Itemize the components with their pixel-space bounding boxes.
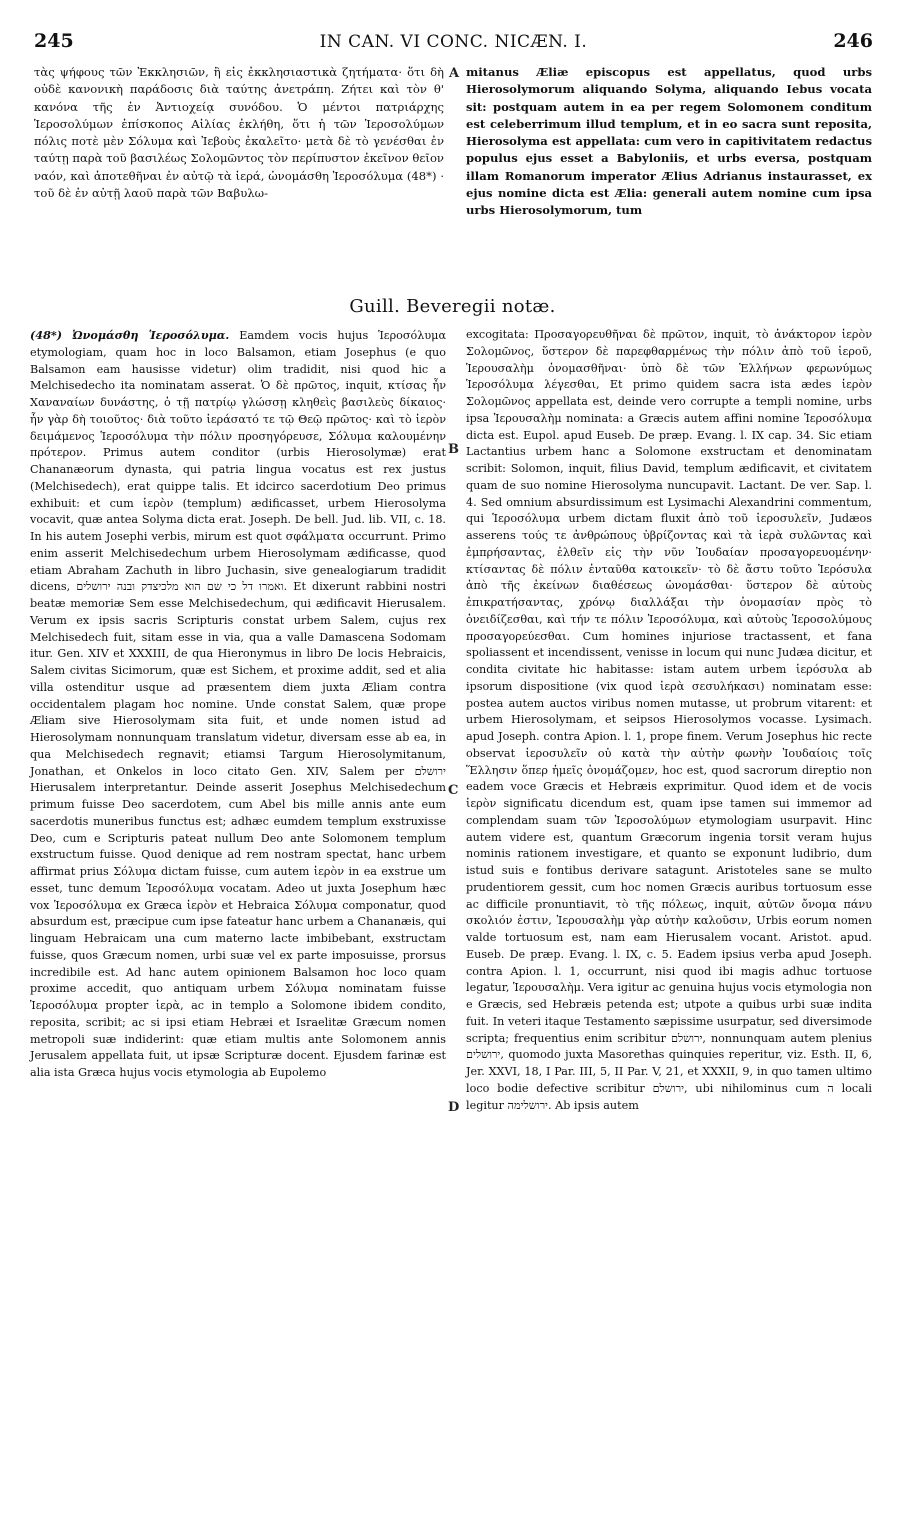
running-head (34, 30, 873, 56)
notes-left-paragraph (30, 327, 446, 1082)
greek-paragraph: τὰς ψήφους τῶν Ἐκκλησιῶν, ἢ εἰς ἐκκλησιαστικὰ ζητήματα· ὅτι δὴ οὐδὲ κανονικὴ παράδοσις διὰ ταύτης ἀνετράπη. Ζήτει καὶ τὸν θ' κανόνα τῆς ἐν Ἀντιοχείᾳ συνόδου. Ὁ μέντοι πατριάρχης Ἱεροσολύμων ἐπίσκοπος Αἰλίας ἐκλήθη, ὅτι ἡ τῶν Ἱεροσολύμων πόλις ποτὲ μὲν Σόλυμα καὶ Ἰεβοὺς ἐκαλεῖτο· μετὰ δὲ τὸ γενέσθαι ἐν ταύτῃ παρὰ τοῦ βασιλέως Σολομῶντος τὸν περίπυστον ἐκεῖνον θεῖον ναόν, καὶ ἀποτεθῆναι ἐν αὐτῷ τὰ ἱερά, ὠνομάσθη Ἱεροσόλυμα (48*) · τοῦ δὲ ἐν αὐτῇ λαοῦ παρὰ τῶν Βαβυλω- (34, 65, 444, 201)
greek-text-column (34, 64, 444, 202)
latin-text-column (466, 64, 872, 220)
notes-section-title: Guill. Beveregii notæ. (349, 296, 556, 317)
note-left-text: Eamdem vocis hujus Ἱεροσόλυμα etymologiam, quam hoc in loco Balsamon, etiam Josephus (e quo Balsamon eam hausisse videtur) olim tradidit, nisi quod hic a Melchisedecho ita nominatam asserat. Ὁ δὲ πρῶτος, inquit, κτίσας ἦν Χαναναίων δυνάστης, ὁ τῇ πατρίῳ γλώσσῃ κληθεὶς βασιλεὺς δίκαιος· ἦν γὰρ δὴ τοιοῦτος· διὰ τοῦτο ἱεράσατό τε τῷ Θεῷ πρῶτος· καὶ τὸ ἱερὸν δειμάμενος Ἱεροσόλυμα τὴν πόλιν προσηγόρευσε, Σόλυμα καλουμένην πρότερον. Primus autem conditor (urbis Hierosolymæ) erat Chananæorum dynasta, qui patria lingua vocatus est rex justus (Melchisedech), erat quippe talis. Et idcirco sacerdotium Deo primus exhibuit: et cum ἱερὸν (templum) ædificasset, urbem Hierosolyma vocavit, quæ antea Solyma dicta erat. Joseph. De bell. Jud. lib. VII, c. 18. In his autem Josephi verbis, mirum est quot σφάλματα occurrunt. Primo enim asserit Melchisedechum urbem Hierosolymam ædificasse, quod etiam Abraham Zachuth in libro Juchasin, sive genealogiarum tradidit dicens, ואמרו דל כי שם הוא מלכיצדק ובנה ירושלים. Et dixerunt rabbini nostri beatæ memoriæ Sem esse Melchisedechum, qui ædificavit Hierusalem. Verum ex ipsis sacris Scripturis constat urbem Salem, cujus rex Melchisedech fuit, sitam esse in via, qua a valle Damascena Sodomam itur. Gen. XIV et XXXIII, de qua Hieronymus in libro De locis Hebraicis, Salem civitas Sicimorum, quæ est Sichem, et proxime addit, sed et alia villa ostenditur usque ad præsentem diem juxta Æliam contra occidentalem plagam hoc nomine. Unde constat Salem, quæ prope Æliam sive Hierosolymam sita fuit, et unde nomen istud ad Hierosolymam nonnunquam translatum videtur, diversam esse ab ea, in qua Melchisedech regnavit; etiamsi Targum Hierosolymitanum, Jonathan, et Onkelos in loco citato Gen. XIV, Salem per ירושלם Hierusalem interpretantur. Deinde asserit Josephus Melchisedechum primum fuisse Deo sacerdotem, cum Abel bis mille annis ante eum sacerdotis muneribus functus est; adhæc eumdem templum exstruxisse Deo, cum e Scripturis pateat nullum Deo ante Solomonem templum exstructum fuisse. Quod denique ad rem nostram spectat, hanc urbem affirmat prius Σόλυμα dictam fuisse, cum autem ἱερὸν in ea exstrue um esset, tunc demum Ἱεροσόλυμα vocatam. Adeo ut juxta Josephum hæc vox Ἱεροσόλυμα ex Græca ἱερὸν et Hebraica Σόλυμα componatur, quod absurdum est, præcipue cum ipse fateatur hanc urbem a Chananæis, qui linguam Hebraicam una cum materno lacte imbibebant, exstructam fuisse, quos Græcum nomen, urbi suæ vel ex parte imposuisse, prorsus incredibile est. Ad hanc autem opinionem Balsamon hoc loco quam proxime accedit, quo antiquam urbem Σόλυμα nominatam fuisse Ἱεροσόλυμα propter ἱερὰ, ac in templo a Solomone ibidem condito, reposita, scribit; ac si ipsi etiam Hebræi et Israelitæ Græcum nomen metropoli suæ indiderint: quæ etiam multis ante Solomonem annis Jerusalem appellata fuit, ut ipsæ Scripturæ docent. Ejusdem farinæ est alia ista Græca hujus vocis etymologia ab Eupolemo (30, 329, 447, 1079)
notes-left-column (30, 327, 446, 1082)
page-number-left: 245 (34, 30, 74, 52)
margin-letter-b: B (448, 442, 459, 457)
margin-letter-c: C (448, 783, 459, 798)
latin-paragraph: mitanus Æliæ episcopus est appellatus, quod urbs Hierosolymorum aliquando Solyma, aliquando Iebus vocata sit: postquam autem in ea per regem Solomonem conditum est celeberrimum illud templum, et in eo sacra sunt reposita, Hierosolyma est appellata: cum vero in capitivitatem redactus populus ejus esset a Babyloniis, et urbs eversa, postquam illam Romanorum imperator Ælius Adrianus instaurasset, ex ejus nomine dicta est Ælia: generali autem nomine cum ipsa urbs Hierosolymorum, tum (466, 65, 872, 218)
note-lemma: (48*) Ὠνομάσθη Ἱεροσόλυμα. (30, 328, 230, 342)
margin-letter-a: A (449, 66, 460, 81)
page-number-right: 246 (833, 30, 873, 52)
note-right-text: excogitata: Προσαγορευθῆναι δὲ πρῶτον, inquit, τὸ ἀνάκτορον ἱερὸν Σολομῶνος, ὕστερον δὲ παρεφθαρμένως τὴν πόλιν ἀπὸ τοῦ ἱεροῦ, Ἱερουσαλὴμ ὀνομασθῆναι· ὑπὸ δὲ τῶν Ἑλλήνων φερωνύμως Ἱεροσόλυμα λέγεσθαι, Et primo quidem sacra ista ædes ἱερὸν Σολομῶνος appellata est, deinde vero corrupte a templi nomine, urbs ipsa Ἱερουσαλὴμ nominata: a Græcis autem affini nomine Ἱεροσόλυμα dicta est. Eupol. apud Euseb. De præp. Evang. l. IX cap. 34. Sic etiam Lactantius urbem hanc a Solomone exstructam et denominatam scribit: Solomon, inquit, filius David, templum ædificavit, et civitatem quam de suo nomine Hierosolyma nuncupavit. Lactant. De ver. Sap. l. 4. Sed omnium absurdissimum est Lysimachi Alexandrini commentum, qui Ἱεροσόλυμα urbem dictam fluxit ἀπὸ τοῦ ἱεροσυλεῖν, Judæos asserens τούς τε ἀνθρώπους ὑβρίζοντας καὶ τὰ ἱερὰ συλῶντας καὶ ἐμπρήσαντας, ἐλθεῖν εἰς τὴν νῦν Ἰουδαίαν προσαγορευομένην· κτίσαντας δὲ πόλιν ἐνταῦθα κατοικεῖν· τὸ δὲ ἄστυ τοῦτο Ἱερόσυλα ἀπὸ τῆς ἐκείνων διαθέσεως ὠνομάσθαι· ὕστερον δὲ αὐτοὺς ἐπικρατήσαντας, χρόνῳ διαλλάξαι τὴν ὀνομασίαν πρὸς τὸ ὀνειδίζεσθαι, καὶ τήν τε πόλιν Ἱεροσόλυμα, καὶ αὐτοὺς Ἱεροσολύμους προσαγορεύεσθαι. Cum homines injuriose tractassent, et fana spoliassent et incendissent, venisse in locum qui nunc Judæa dicitur, et condita civitate hic habitasse: istam autem urbem ἱερόσυλα ab ipsorum dispositione (vix quod ἱερὰ σεσυλήκασι) nominatam esse: postea autem auctos viribus nomen mutasse, ut probrum vitarent: et urbem Hierosolymam, et seipsos Hierosolymos vocasse. Lysimach. apud Joseph. contra Apion. l. 1, prope finem. Verum Josephus hic recte observat ἱεροσυλεῖν οὐ κατὰ τὴν αὐτὴν φωνὴν Ἰουδαίοις τοῖς Ἕλλησιν ὅπερ ἡμεῖς ὀνομάζομεν, hoc est, quod sacrorum direptio non eadem voce Græcis et Hebræis exprimitur. Quod idem et de vocis ἱερὸν significatu dicendum est, quam ipse tamen sui immemor ad complendam suam τῶν Ἱεροσολύμων etymologiam usurpavit. Hinc autem videre est, quantum Græcorum ingenia torsit veram hujus nominis rationem investigare, et quanto se exponunt ludibrio, dum istud suis e fontibus derivare satagunt. Aristoteles sane se multo prudentiorem gessit, cum hoc nomen Græcis auribus tortuosum esse ac difficile pronuntiavit, τὸ τῆς πόλεως, inquit, αὐτῶν ὄνομα πάνυ σκολιόν ἐστιν, Ἱερουσαλὴμ γὰρ αὐτὴν καλοῦσιν, Urbis eorum nomen valde tortuosum est, nam eam Hierusalem vocant. Aristot. apud. Euseb. De præp. Evang. l. IX, c. 5. Eadem ipsius verba apud Joseph. contra Apion. l. 1, occurrunt, nisi quod ibi magis adhuc tortuose legatur, Ἱερουσαλὴμ. Vera igitur ac genuina hujus vocis etymologia non e Græcis, sed Hebræis petenda est; utpote a quibus urbi suæ indita fuit. In veteri itaque Testamento sæpissime usurpatur, sed diversimode scripta; frequentius enim scribitur ירושלם, nonnunquam autem plenius ירושלים, quomodo juxta Masorethas quinquies reperitur, viz. Esth. II, 6, Jer. XXVI, 18, I Par. III, 5, II Par. V, 21, et XXXII, 9, in quo tamen ultimo loco bodie defective scribitur ירושלם, ubi nihilominus cum ה locali legitur ירושלימה. Ab ipsis autem (466, 328, 872, 1112)
margin-letter-d: D (448, 1100, 460, 1115)
notes-right-column (466, 327, 872, 1114)
running-title: IN CAN. VI CONC. NICÆN. I. (319, 32, 588, 52)
